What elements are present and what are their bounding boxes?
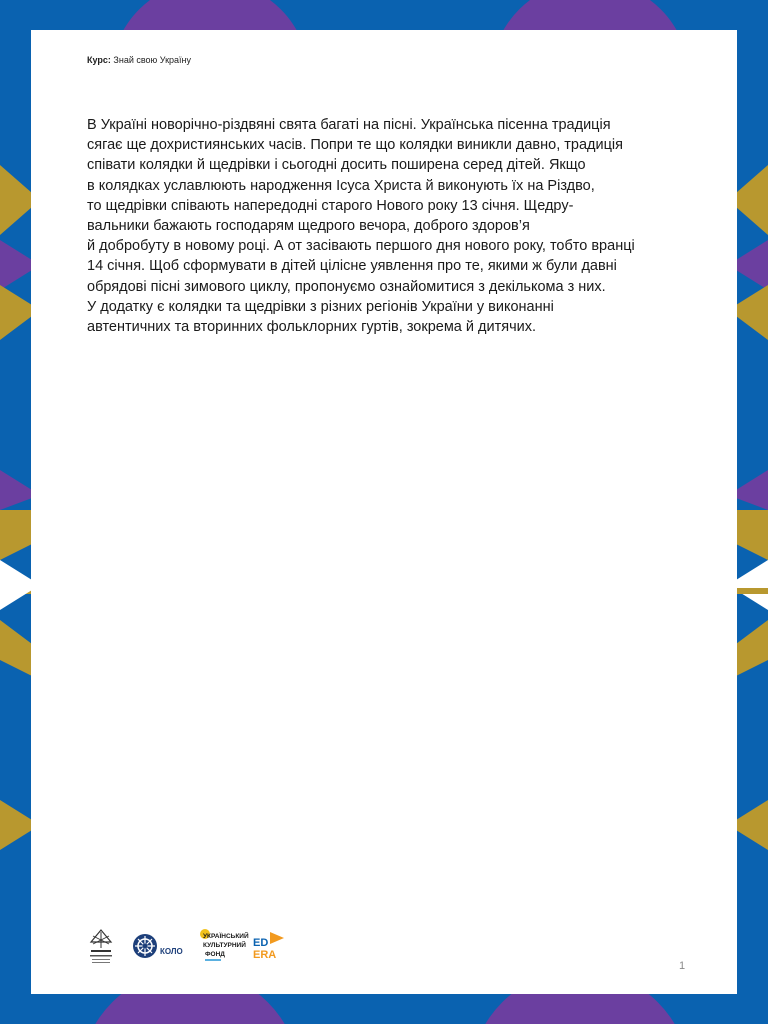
ukf-logo-line3: ФОНД	[205, 951, 225, 958]
text-line: сягає ще дохристиянських часів. Попри те що колядки виникли давно, традиція	[87, 137, 623, 154]
course-header	[87, 55, 191, 65]
text-line: й добробуту в новому році. А от засівають першого дня нового року, тобто вранці	[87, 238, 635, 255]
ukf-logo-line1: УКРАЇНСЬКИЙ	[203, 933, 249, 940]
kolo-logo-icon	[133, 934, 183, 958]
ukf-logo-icon	[200, 929, 249, 961]
text-line: 14 січня. Щоб сформувати в дітей цілісне уявлення про те, якими ж були давні	[87, 258, 617, 275]
edera-logo-line1: ED	[253, 937, 269, 949]
edera-logo-icon	[253, 932, 284, 961]
text-line: В Україні новорічно-різдвяні свята багаті на пісні. Українська пісенна традиція	[87, 117, 611, 133]
text-line: обрядові пісні зимового циклу, пропонуємо ознайомитися з декількома з них.	[87, 278, 606, 295]
text-line: співати колядки й щедрівки і сьогодні досить поширена серед дітей. Якщо	[87, 157, 586, 174]
text-line: то щедрівки співають напередодні старого Нового року 13 січня. Щедру-	[87, 197, 574, 214]
text-line: автентичних та вторинних фольклорних гуртів, зокрема й дитячих.	[87, 319, 537, 336]
museum-logo-icon	[90, 930, 112, 963]
page-number: 1	[679, 960, 686, 972]
partner-logos	[87, 928, 307, 968]
text-line: в колядках уславлюють народження Ісуса Христа й виконують їх на Різдво,	[87, 177, 595, 194]
ukf-logo-line2: КУЛЬТУРНИЙ	[203, 942, 246, 949]
course-label: Курс:	[87, 55, 111, 65]
document-page	[31, 30, 737, 994]
text-line: вальники бажають господарям щедрого вечора, доброго здоров’я	[87, 218, 530, 235]
kolo-logo-text: КОЛО	[160, 947, 183, 956]
course-name: Знай свою Україну	[113, 55, 192, 65]
body-paragraph	[87, 115, 687, 337]
text-line: У додатку є колядки та щедрівки з різних регіонів України у виконанні	[87, 298, 554, 315]
edera-logo-line2: ERA	[253, 949, 277, 961]
